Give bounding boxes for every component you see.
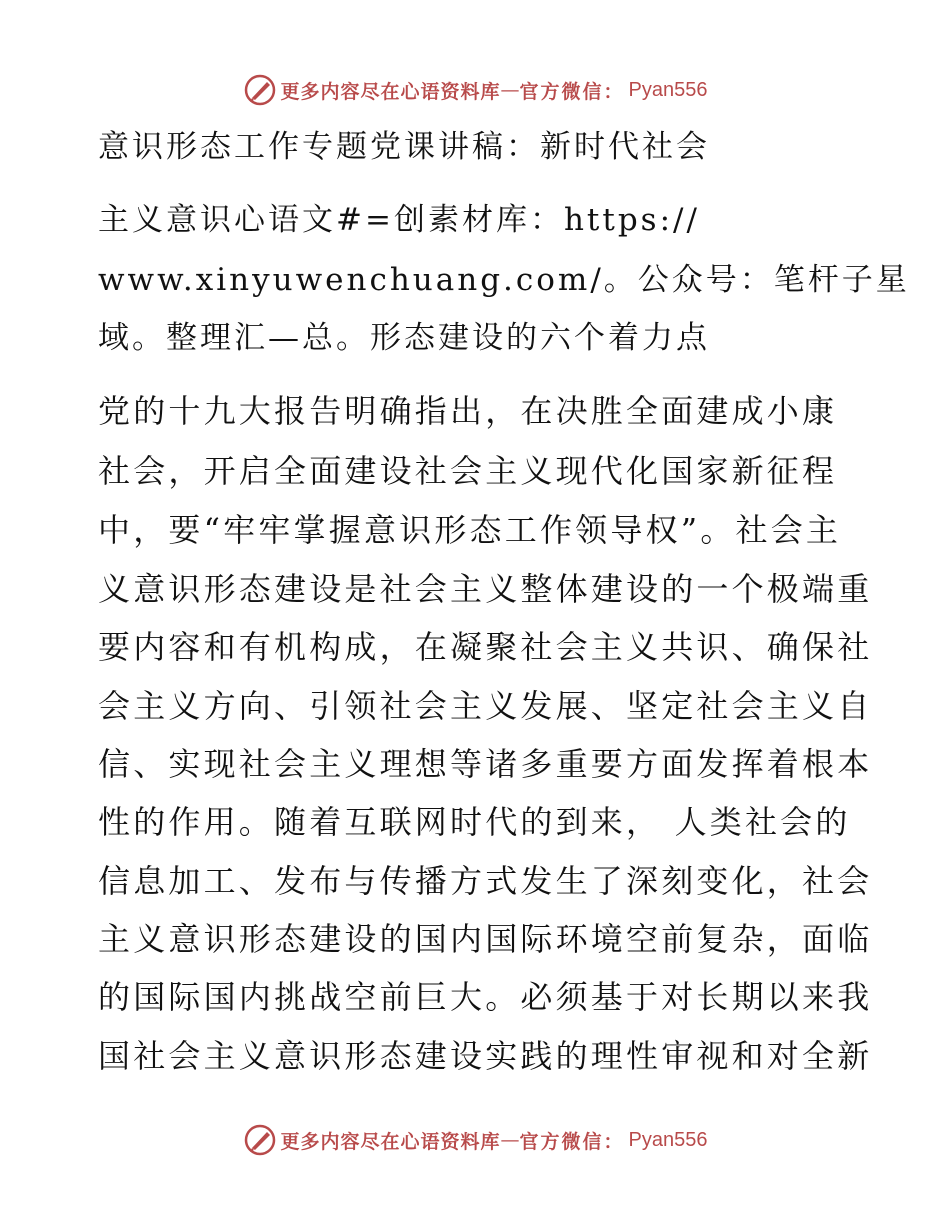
- title-line-1: 意识形态工作专题党课讲稿：新时代社会: [98, 129, 710, 165]
- title-line-4: 域。整理汇—总。形态建设的六个着力点: [98, 320, 710, 356]
- body-line-12: 国社会主义意识形态建设实践的理性审视和对全新: [98, 1037, 873, 1075]
- body-line-7: 信、实现社会主义理想等诸多重要方面发挥着根本: [98, 745, 873, 783]
- body-line-9: 信息加工、发布与传播方式发生了深刻变化，社会: [98, 862, 873, 900]
- header-wechat-label: 官方微信：: [519, 80, 625, 103]
- body-line-8: 性的作用。随着互联网时代的到来， 人类社会的: [98, 803, 851, 841]
- body-line-10: 主义意识形态建设的国内国际环境空前复杂，面临: [98, 920, 873, 958]
- body-line-5: 要内容和有机构成，在凝聚社会主义共识、确保社: [98, 628, 873, 666]
- quill-pen-logo-icon: [243, 1123, 277, 1157]
- header-slogan: 更多内容尽在心语资料库: [280, 80, 501, 103]
- footer-banner: [0, 1120, 950, 1160]
- body-line-1: 党的十九大报告明确指出，在决胜全面建成小康: [98, 392, 838, 430]
- header-wechat-id: Pyan556: [628, 78, 708, 101]
- body-line-2: 社会，开启全面建设社会主义现代化国家新征程: [98, 452, 838, 490]
- header-separator: —: [500, 79, 520, 101]
- title-line-3: www.xinyuwenchuang.com/。公众号：笔杆子星: [98, 262, 910, 298]
- title-line-2: 主义意识心语文#=创素材库：https://: [98, 202, 700, 238]
- body-line-4: 义意识形态建设是社会主义整体建设的一个极端重: [98, 570, 873, 608]
- header-banner: [0, 70, 950, 110]
- footer-separator: —: [500, 1129, 520, 1151]
- footer-wechat-label: 官方微信：: [519, 1130, 625, 1153]
- body-line-6: 会主义方向、引领社会主义发展、坚定社会主义自: [98, 687, 873, 725]
- footer-wechat-id: Pyan556: [628, 1128, 708, 1151]
- body-line-11: 的国际国内挑战空前巨大。必须基于对长期以来我: [98, 978, 873, 1016]
- body-line-3: 中，要“牢牢掌握意识形态工作领导权”。社会主: [98, 511, 842, 549]
- footer-slogan: 更多内容尽在心语资料库: [280, 1130, 501, 1153]
- quill-pen-logo-icon: [243, 73, 277, 107]
